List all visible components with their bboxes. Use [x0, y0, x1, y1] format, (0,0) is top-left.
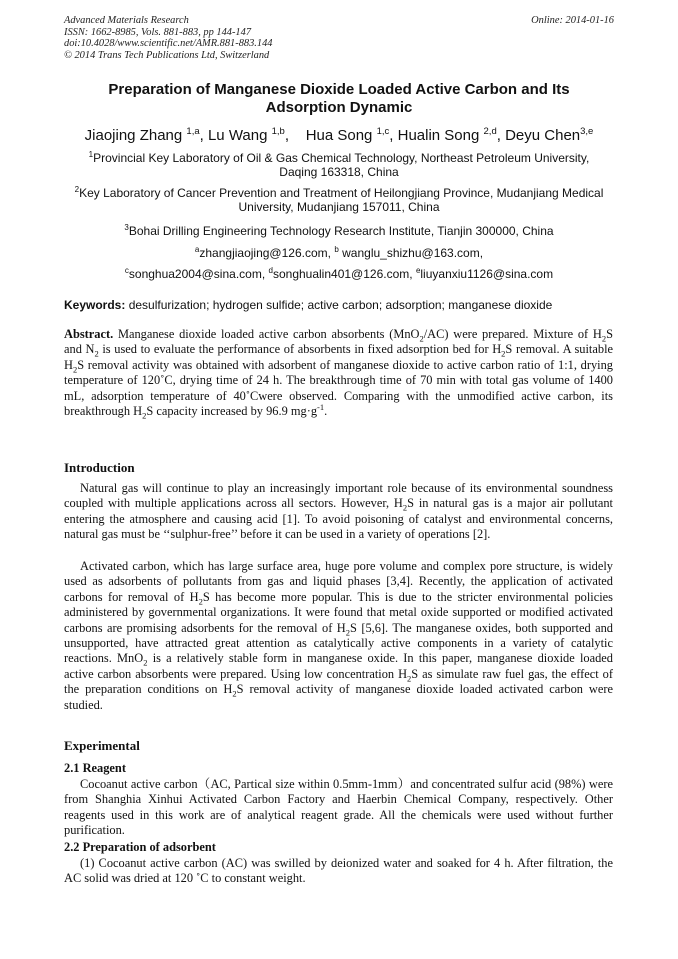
affiliation-mark: 3 [124, 223, 129, 232]
affiliation-mark: 2 [74, 185, 80, 194]
journal-header [64, 15, 272, 61]
author-affiliation-mark: 2,d [483, 126, 497, 137]
keywords [64, 298, 624, 312]
affiliation-3 [60, 221, 618, 238]
affiliation-text: Daqing 163318, China [279, 165, 399, 180]
affiliation-1 [60, 148, 618, 180]
copyright-line: © 2014 Trans Tech Publications Ltd, Switzerland [64, 49, 270, 61]
email-address: liuyanxiu1126@sina.com [420, 267, 554, 281]
email-address: wanglu_shizhu@163.com, [342, 246, 484, 260]
email-mark: a [194, 245, 200, 254]
journal-name: Advanced Materials Research [64, 15, 189, 26]
affiliation-text: Bohai Drilling Engineering Technology Research Institute, Tianjin 300000, China [128, 224, 554, 238]
abstract-label: Abstract. [64, 327, 114, 341]
author-affiliation-mark: 1,b [271, 126, 285, 137]
author-affiliation-mark: 3,e [580, 126, 594, 137]
section-heading-experimental: Experimental [64, 738, 140, 753]
affiliation-mark: 1 [88, 150, 94, 159]
subsection-heading-preparation: 2.2 Preparation of adsorbent [64, 840, 216, 854]
author-name: Hua Song [305, 127, 373, 144]
email-address: zhangjiaojing@126.com, [199, 246, 331, 260]
email-address: songhualin401@126.com, [272, 267, 413, 281]
affiliation-text: Provincial Key Laboratory of Oil & Gas Chemical Technology, Northeast Petroleum University, [93, 151, 590, 165]
title-line-2: Adsorption Dynamic [265, 99, 413, 116]
title-line-1: Preparation of Manganese Dioxide Loaded Active Carbon and Its [108, 81, 570, 98]
author-name: Deyu Chen [505, 127, 581, 144]
paper-title [40, 81, 638, 117]
author-affiliation-mark: 1,c [376, 126, 390, 137]
section-heading-introduction: Introduction [64, 460, 135, 475]
keywords-text: desulfurization; hydrogen sulfide; active carbon; adsorption; manganese dioxide [128, 298, 553, 312]
email-line-1 [60, 243, 618, 260]
author-name: Hualin Song [397, 127, 480, 144]
subsection-heading-reagent: 2.1 Reagent [64, 761, 126, 775]
keywords-label: Keywords: [64, 298, 126, 312]
author-affiliation-mark: 1,a [186, 126, 200, 137]
preparation-paragraph: (1) Cocoanut active carbon (AC) was swilled by deionized water and soaked for 4 h. After filtration, the AC solid was dried at 120 ˚C to constant weight. [64, 856, 613, 886]
email-mark: e [415, 266, 421, 275]
abstract: Abstract. Manganese dioxide loaded active carbon absorbents (MnO$_2$/AC) were prepared. Mixture of $H_2S$ and $N_2$ is used to evaluate the performance of absorbents in fixed adsorption bed for $H_2S$ removal. A suitable $H_2S$ removal activity was obtained with adsorbent of manganese dioxide to active carbon ratio of 1:1, drying temperature of 120˚C, drying time of 24 h. The breakthrough time of 70 min with total gas volume of 1400 mL, adsorption temperature of 40˚Cwere observed. Comparing with the unmodified active carbon, its breakthrough $H_2S$ capacity increased by 96.9 $mg\cdot g^{-1}$. [64, 327, 614, 421]
affiliation-2 [60, 183, 618, 215]
author-list: Jiaojing Zhang $^{1,a}$, Lu Wang $^{1,b}$, Hua Song $^{1,c}$, Hualin Song $^{2,d}$, Deyu Chen$^{3,e}$ [84, 126, 594, 144]
email-line-2 [60, 264, 618, 281]
issn-line: ISSN: 1662-8985, Vols. 881-883, pp 144-147 [64, 26, 252, 38]
online-date: Online: 2014-01-16 [531, 15, 614, 26]
email-mark: d [268, 266, 273, 275]
reagent-paragraph: Cocoanut active carbon（AC, Partical size within 0.5mm-1mm）and concentrated sulfur acid (98%) were from Shanghia Xinhui Activated Carbon Factory and Haerbin Chemical Company, respectively. Other reagents used in this work are of analytical reagent grade. All the chemicals were used without further purification. [64, 777, 613, 838]
author-name: Lu Wang [207, 127, 268, 144]
affiliation-text: University, Mudanjiang 157011, China [238, 200, 440, 215]
affiliation-text: Key Laboratory of Cancer Prevention and Treatment of Heilongjiang Province, Mudanjiang Medical [79, 186, 604, 200]
doi-line: doi:10.4028/www.scientific.net/AMR.881-883.144 [64, 38, 273, 50]
intro-paragraph-2: Activated carbon, which has large surface area, huge pore volume and complex pore structure, is widely used as adsorbents of pollutants from gas and liquid phases [3,4]. Recently, the application of activated carbons for removal of $H_2S$ has become more popular. This is due to the stricter environmental policies administered by governmental organizations. It were found that metal oxide supported or modified activated carbons are promising adsorbents for the removal of $H_2S$ [5,6]. The manganese oxides, both supported and unsupported, have attracted great attention as catalytically active components in a variety of catalytic reactions. MnO$_2$ is a relatively stable form in manganese oxide. In this paper, manganese dioxide loaded active carbon absorbents were prepared. Using low concentration $H_2S$ as simulate raw fuel gas, the effect of the preparation conditions on $H_2S$ removal activity of manganese dioxide loaded activated carbon were studied. [64, 559, 614, 712]
author-name: Jiaojing Zhang [84, 127, 183, 144]
email-address: songhua2004@sina.com, [128, 267, 266, 281]
email-mark: b [334, 245, 339, 254]
email-mark: c [124, 266, 129, 275]
intro-paragraph-1: Natural gas will continue to play an increasingly important role because of its environmental soundness coupled with multiple applications across all sectors. However, $H_2S$ in natural gas is a major air pollutant entering the atmosphere and causing acid [1]. To avoid poisoning of catalyst and environmental concerns, natural gas must be ‘‘sulphur-free’’ before it can be used in a variety of operations [2]. [64, 481, 613, 542]
